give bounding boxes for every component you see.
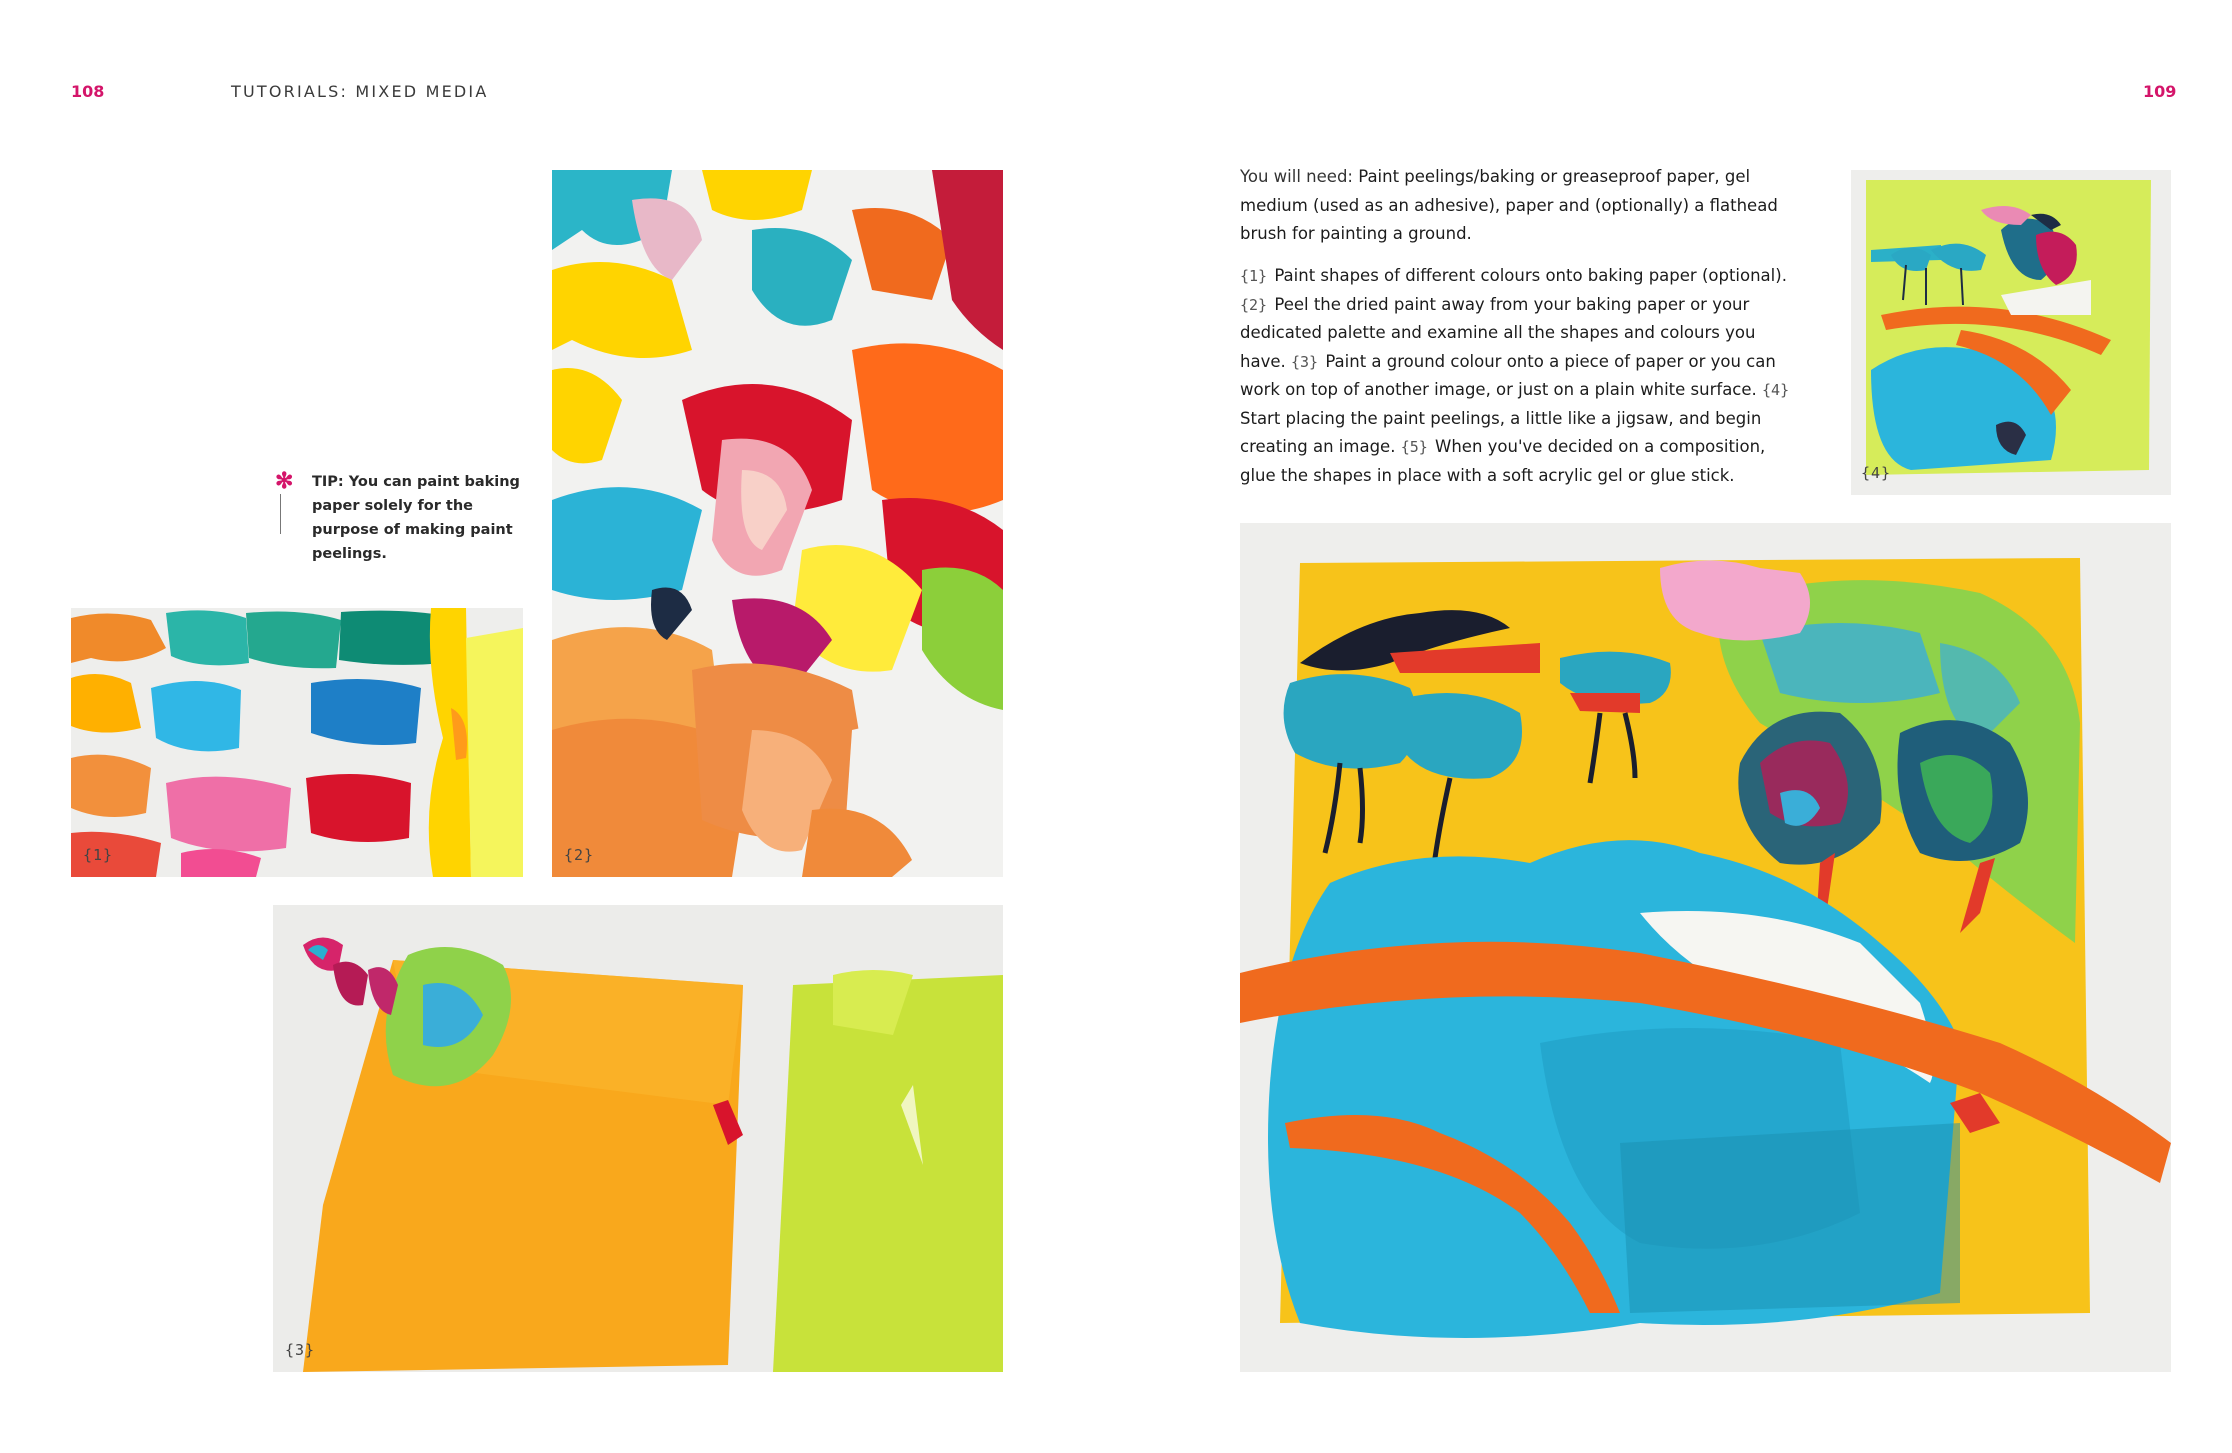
photo-collage-in-progress [1851,170,2171,495]
step-text: When you've decided on a composition, glue the shapes in place with a soft acrylic gel or glue stick. [1240,437,1766,485]
photo-paint-swatches [71,608,523,877]
running-head: TUTORIALS: MIXED MEDIA [231,82,489,101]
tip-text: TIP: You can paint baking paper solely for the purpose of making paint peelings. [312,474,520,562]
tip-rule [280,494,281,534]
step-number: {3} [1290,352,1319,371]
caption-3: {3} [285,1341,316,1359]
caption-2: {2} [564,846,595,864]
right-page-number: 109 [2143,82,2177,101]
step-text: Paint shapes of different colours onto baking paper (optional). [1274,266,1787,285]
caption-1: {1} [83,846,114,864]
you-will-need-paragraph [1240,163,1795,249]
step-text: Paint a ground colour onto a piece of paper or you can work on top of another image, or just on a plain white surface. [1240,351,1776,399]
photo-painted-grounds [273,905,1003,1372]
step-number: {4} [1762,381,1790,399]
step-text: Peel the dried paint away from your baking paper or your dedicated palette and examine all the shapes and colours you have. [1240,294,1756,371]
caption-4: {4} [1861,464,1892,482]
step-number: {2} [1240,295,1268,314]
you-will-need-items: Paint peelings/baking or greaseproof paper, gel medium (used as an adhesive), paper and (optionally) a flathead brush for painting a ground. [1240,167,1778,243]
step-number: {5} [1400,438,1428,456]
you-will-need-label: You will need: [1240,167,1353,186]
photo-paint-peelings [552,170,1003,877]
step-number: {1} [1240,267,1268,285]
step-text: Start placing the paint peelings, a little like a jigsaw, and begin creating an image. [1240,408,1762,456]
left-page-number: 108 [71,82,105,101]
steps-paragraph [1240,262,1795,490]
photo-finished-collage [1240,523,2171,1372]
asterisk-icon: ✻ [275,468,294,493]
